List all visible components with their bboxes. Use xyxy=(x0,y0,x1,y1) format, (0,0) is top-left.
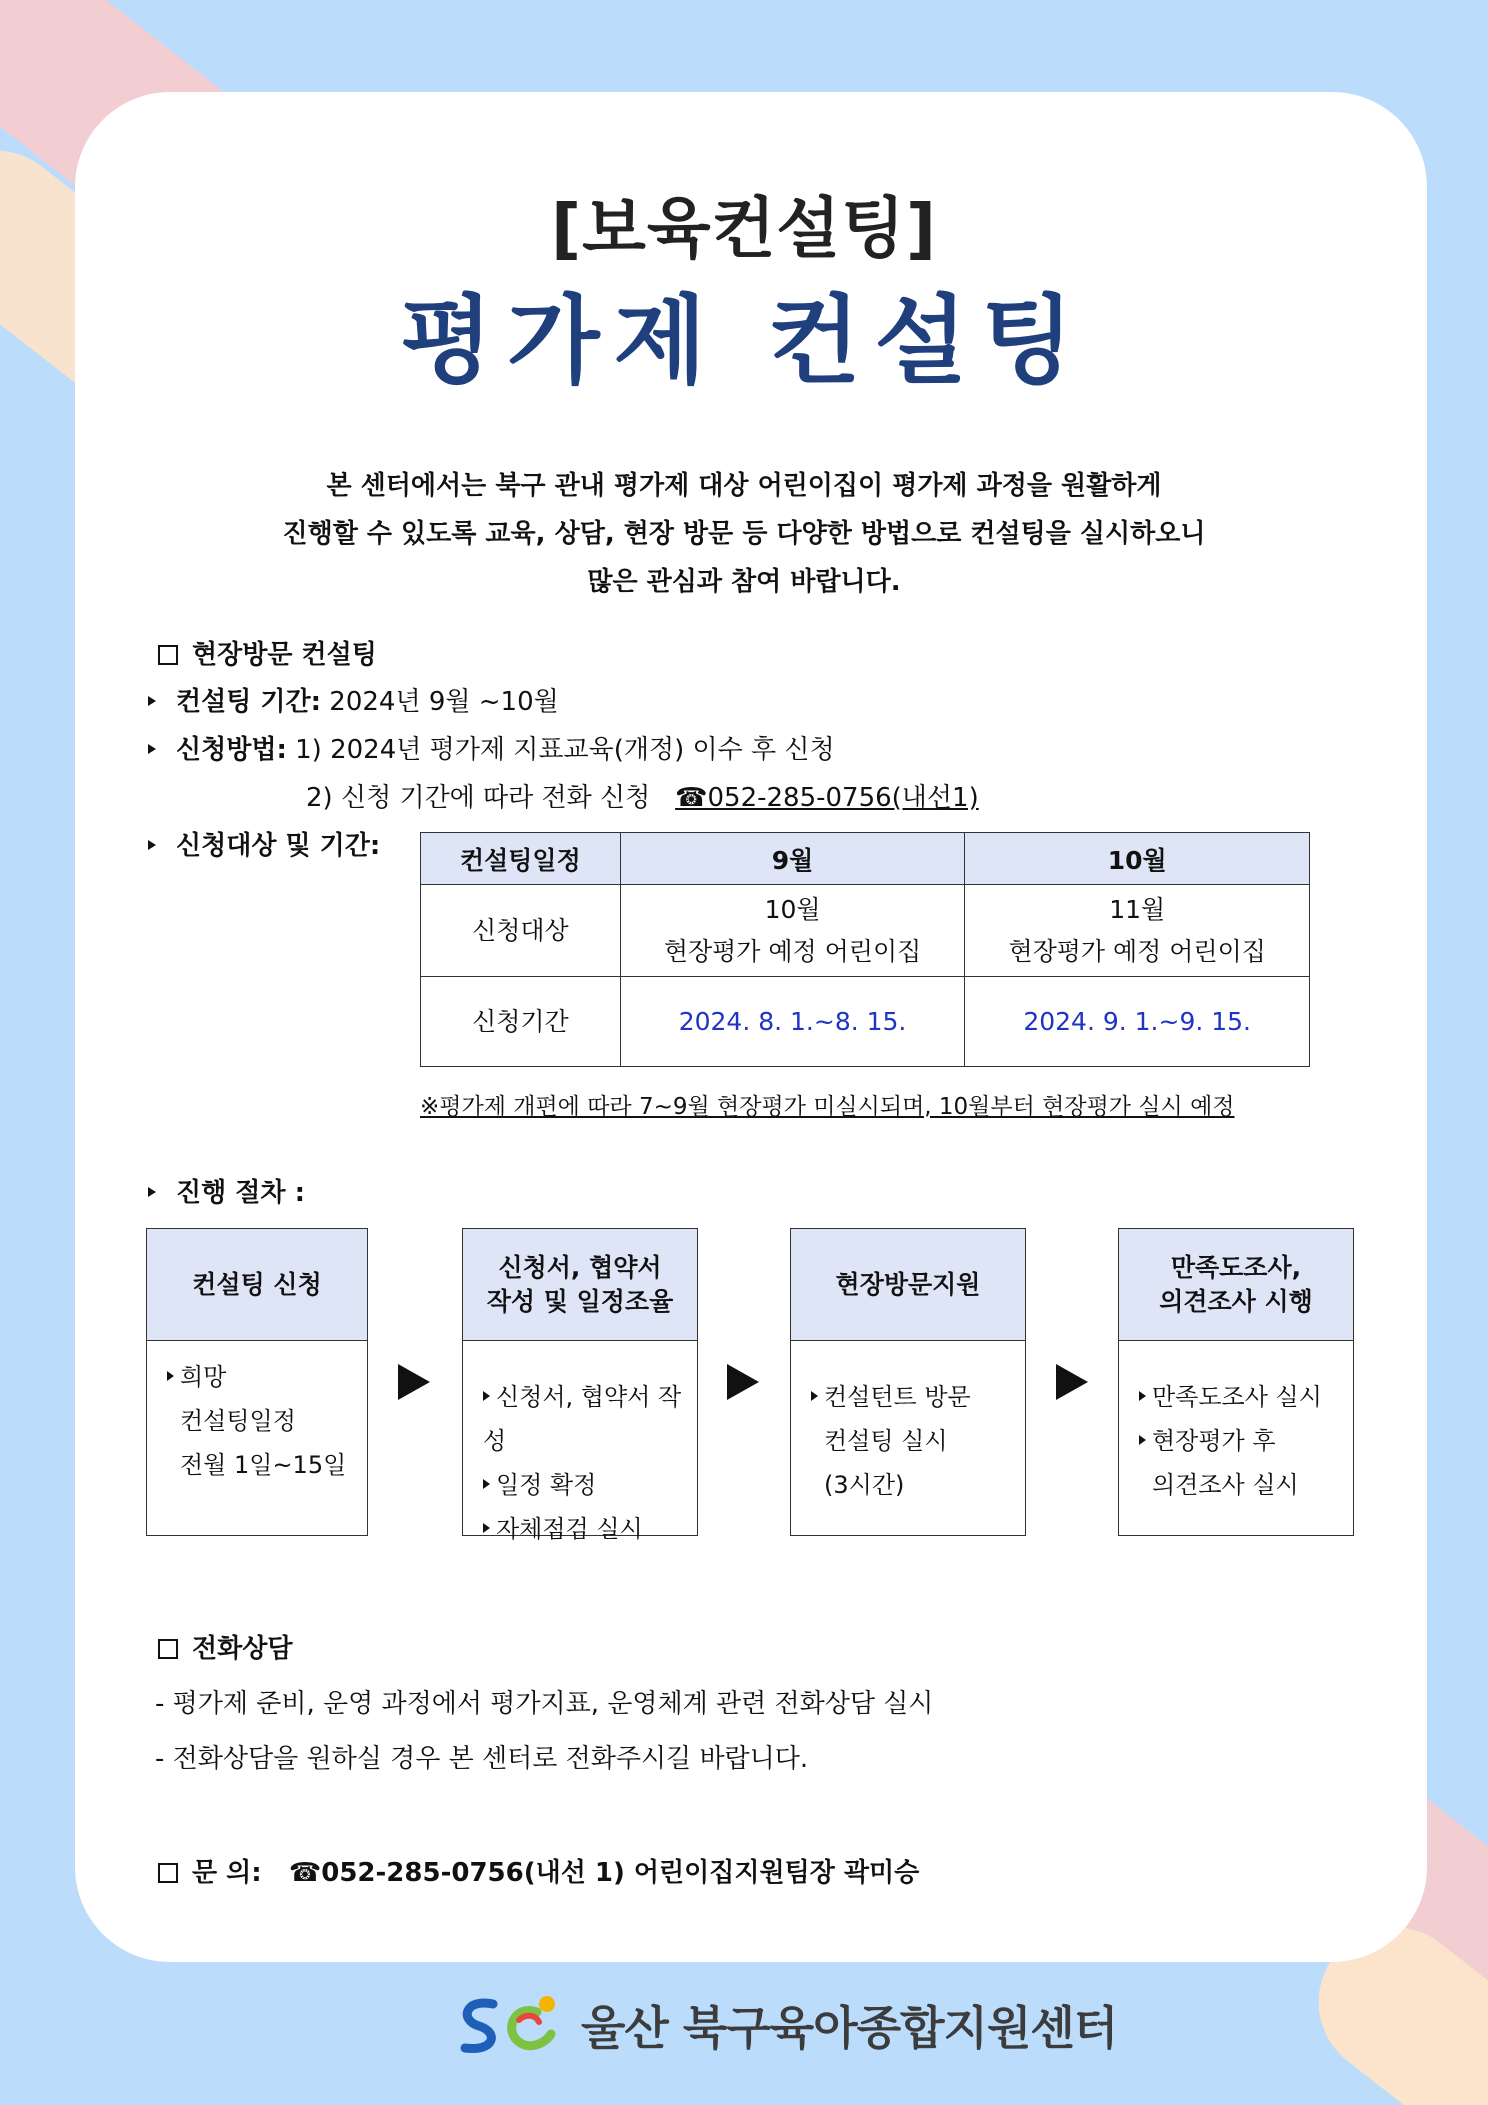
step-body: 만족도조사 실시 현장평가 후 의견조사 실시 xyxy=(1119,1341,1353,1507)
period-value: 2024년 9월 ~10월 xyxy=(329,687,559,717)
intro-paragraph xyxy=(75,462,1427,606)
method-2: 2) 신청 기간에 따라 전화 신청 xyxy=(306,783,651,813)
table-header-cell: 컨설팅일정 xyxy=(421,833,621,885)
intro-line: 진행할 수 있도록 교육, 상담, 현장 방문 등 다양한 방법으로 컨설팅을 실시하오니 xyxy=(282,519,1206,549)
bullet-triangle-icon xyxy=(811,1391,818,1401)
table-row-label: 신청대상 xyxy=(421,885,621,977)
process-step-2 xyxy=(462,1228,698,1543)
checkbox-square-icon xyxy=(158,1863,178,1883)
step-body: 신청서, 협약서 작성 일정 확정 자체점검 실시 xyxy=(483,1383,682,1543)
bullet-triangle-icon xyxy=(483,1523,490,1533)
table-header-cell: 9월 xyxy=(620,833,965,885)
method-label: 신청방법: xyxy=(176,735,287,765)
bullet-triangle-icon xyxy=(148,1187,156,1197)
intro-line: 본 센터에서는 북구 관내 평가제 대상 어린이집이 평가제 과정을 원활하게 xyxy=(326,471,1162,501)
table-cell-date: 2024. 9. 1.~9. 15. xyxy=(965,977,1310,1067)
footer-org-name: 울산 북구육아종합지원센터 xyxy=(581,2001,1118,2055)
method-row xyxy=(148,729,835,766)
step-body: 희망 컨설팅일정 전월 1일~15일 xyxy=(147,1341,367,1487)
bullet-triangle-icon xyxy=(148,696,156,706)
main-title: 평가제 컨설팅 xyxy=(400,285,1088,397)
bullet-triangle-icon xyxy=(148,840,156,850)
table-header-cell: 10월 xyxy=(965,833,1310,885)
process-step-1 xyxy=(146,1228,368,1536)
step-title: 현장방문지원 xyxy=(791,1229,1025,1341)
contact-value[interactable]: ☎052-285-0756(내선 1) 어린이집지원팀장 곽미승 xyxy=(288,1858,920,1888)
process-step-3 xyxy=(790,1228,1026,1536)
contact-label: 문 의: xyxy=(192,1858,262,1888)
step-title: 신청서, 협약서 작성 및 일정조율 xyxy=(463,1229,697,1341)
table-header-row xyxy=(421,833,1310,885)
bullet-triangle-icon xyxy=(1139,1391,1146,1401)
table-row xyxy=(421,885,1310,977)
table-note: ※평가제 개편에 따라 7~9월 현장평가 미실시되며, 10월부터 현장평가 실시 예정 xyxy=(420,1094,1235,1120)
table-cell: 11월 현장평가 예정 어린이집 xyxy=(965,885,1310,977)
method-row-2 xyxy=(306,777,979,814)
step-title: 컨설팅 신청 xyxy=(147,1229,367,1341)
target-label: 신청대상 및 기간: xyxy=(176,831,381,861)
bullet-triangle-icon xyxy=(1139,1435,1146,1445)
footer-logo xyxy=(455,1990,1117,2060)
section-heading-onsite: 현장방문 컨설팅 xyxy=(158,634,377,671)
step-body: 컨설턴트 방문 컨설팅 실시 (3시간) xyxy=(791,1341,1025,1507)
checkbox-square-icon xyxy=(158,645,178,665)
step-title: 만족도조사, 의견조사 시행 xyxy=(1119,1229,1353,1341)
table-row xyxy=(421,977,1310,1067)
phone-number-link[interactable]: ☎052-285-0756(내선1) xyxy=(675,783,979,813)
target-row xyxy=(148,825,380,862)
bullet-triangle-icon xyxy=(148,744,156,754)
arrow-right-icon xyxy=(727,1364,759,1400)
center-logo-icon xyxy=(455,1990,565,2060)
arrow-right-icon xyxy=(1056,1364,1088,1400)
method-1: 1) 2024년 평가제 지표교육(개정) 이수 후 신청 xyxy=(295,735,835,765)
bracket-title: [보육컨설팅] xyxy=(550,190,938,267)
table-cell-date: 2024. 8. 1.~8. 15. xyxy=(620,977,965,1067)
arrow-right-icon xyxy=(398,1364,430,1400)
period-label: 컨설팅 기간: xyxy=(176,687,322,717)
period-row xyxy=(148,681,559,718)
process-row xyxy=(148,1172,305,1209)
phone-consult-line: - 전화상담을 원하실 경우 본 센터로 전화주시길 바랍니다. xyxy=(155,1744,809,1774)
contact-row xyxy=(158,1852,919,1889)
process-label: 진행 절차 : xyxy=(176,1178,305,1208)
process-step-4 xyxy=(1118,1228,1354,1536)
intro-line: 많은 관심과 참여 바랍니다. xyxy=(587,567,901,597)
phone-consult-line: - 평가제 준비, 운영 과정에서 평가지표, 운영체계 관련 전화상담 실시 xyxy=(155,1689,934,1719)
content-card xyxy=(75,92,1427,1962)
schedule-table xyxy=(420,832,1310,1067)
checkbox-square-icon xyxy=(158,1639,178,1659)
bullet-triangle-icon xyxy=(483,1391,490,1401)
bullet-triangle-icon xyxy=(167,1371,174,1381)
bullet-triangle-icon xyxy=(483,1479,490,1489)
table-cell: 10월 현장평가 예정 어린이집 xyxy=(620,885,965,977)
section-heading-phone: 전화상담 xyxy=(158,1628,292,1665)
table-row-label: 신청기간 xyxy=(421,977,621,1067)
